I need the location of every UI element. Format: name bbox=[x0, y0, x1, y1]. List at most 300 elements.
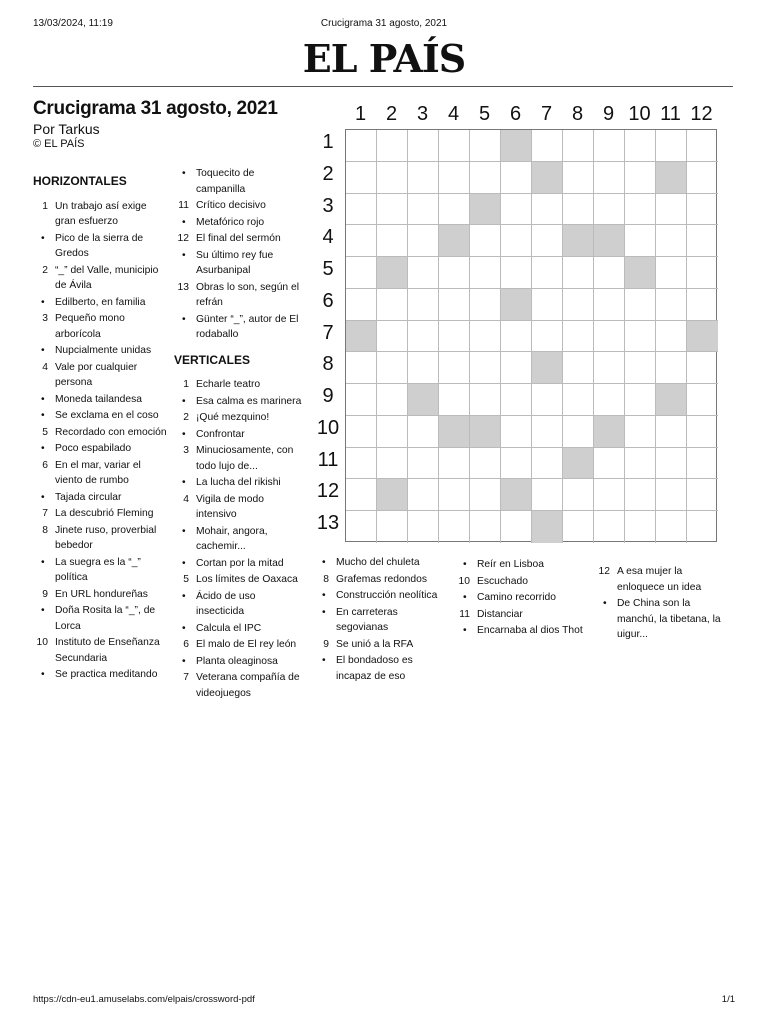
grid-row-label: 4 bbox=[322, 226, 334, 249]
grid-cell bbox=[408, 448, 439, 480]
grid-cell bbox=[656, 194, 687, 226]
clue-item bbox=[33, 199, 168, 230]
clue-number: 2 bbox=[42, 264, 48, 276]
grid-row-label: 6 bbox=[322, 289, 334, 312]
clue-text: Distanciar bbox=[477, 608, 523, 620]
clue-text: Calcula el IPC bbox=[196, 622, 262, 634]
grid-cell bbox=[532, 289, 563, 321]
clue-bullet: • bbox=[41, 605, 45, 616]
grid-cell bbox=[656, 448, 687, 480]
clue-item bbox=[33, 343, 168, 359]
puzzle-title: Crucigrama 31 agosto, 2021 bbox=[33, 98, 278, 119]
grid-row-label: 9 bbox=[322, 385, 334, 408]
clue-item bbox=[174, 427, 304, 443]
clue-item bbox=[33, 587, 168, 603]
grid-block-cell bbox=[532, 511, 563, 543]
grid-column-label: 4 bbox=[447, 103, 460, 125]
grid-cell bbox=[470, 162, 501, 194]
section-heading-horizontales: HORIZONTALES bbox=[33, 174, 127, 188]
clue-bullet: • bbox=[182, 622, 186, 634]
clue-item bbox=[174, 231, 304, 247]
grid-column-label: 5 bbox=[478, 103, 491, 125]
grid-cell bbox=[377, 321, 408, 353]
grid-cell bbox=[377, 130, 408, 162]
clue-number: 4 bbox=[183, 493, 189, 505]
grid-cell bbox=[594, 130, 625, 162]
clue-item bbox=[174, 556, 304, 572]
grid-block-cell bbox=[532, 162, 563, 194]
clue-item bbox=[33, 392, 168, 408]
grid-block-cell bbox=[594, 416, 625, 448]
grid-cell bbox=[470, 321, 501, 353]
grid-cell bbox=[346, 448, 377, 480]
clue-text: Vigila de modo intensivo bbox=[196, 493, 264, 520]
clue-item bbox=[174, 475, 304, 491]
grid-cell bbox=[625, 479, 656, 511]
grid-cell bbox=[687, 416, 718, 448]
grid-cell bbox=[687, 225, 718, 257]
grid-cell bbox=[408, 352, 439, 384]
grid-cell bbox=[470, 257, 501, 289]
grid-cell bbox=[377, 289, 408, 321]
clue-number: 10 bbox=[458, 575, 470, 587]
clue-item bbox=[314, 555, 449, 571]
clue-text: Camino recorrido bbox=[477, 592, 556, 603]
clue-item bbox=[455, 607, 585, 623]
clue-number: 1 bbox=[183, 379, 189, 390]
grid-cell bbox=[625, 384, 656, 416]
clue-bullet: • bbox=[41, 410, 45, 421]
clue-bullet: • bbox=[182, 590, 186, 602]
grid-cell bbox=[532, 130, 563, 162]
clue-text: Toquecito de campanilla bbox=[196, 168, 255, 195]
puzzle-copyright: © EL PAÍS bbox=[33, 138, 85, 150]
clue-item bbox=[314, 653, 449, 684]
clue-item bbox=[455, 557, 585, 573]
grid-cell bbox=[563, 130, 594, 162]
grid-cell bbox=[625, 162, 656, 194]
grid-cell bbox=[594, 162, 625, 194]
clue-item bbox=[174, 654, 304, 670]
grid-cell bbox=[563, 384, 594, 416]
grid-cell bbox=[408, 194, 439, 226]
grid-cell bbox=[408, 225, 439, 257]
clue-text: Crítico decisivo bbox=[196, 200, 266, 211]
clue-item bbox=[314, 605, 449, 636]
clue-item bbox=[174, 589, 304, 620]
grid-cell bbox=[377, 352, 408, 384]
clue-item bbox=[33, 490, 168, 506]
clue-text: Minuciosamente, con todo lujo de... bbox=[196, 445, 294, 472]
clue-bullet: • bbox=[182, 216, 186, 228]
grid-column-label: 10 bbox=[628, 103, 651, 125]
clue-bullet: • bbox=[41, 232, 45, 244]
grid-cell bbox=[656, 225, 687, 257]
clue-item bbox=[174, 621, 304, 637]
clue-text: Esa calma es marinera bbox=[196, 395, 302, 407]
grid-cell bbox=[656, 321, 687, 353]
grid-row-label: 1 bbox=[322, 131, 334, 153]
clue-text: En el mar, variar el viento de rumbo bbox=[55, 459, 141, 486]
clue-text: Mucho del chuleta bbox=[336, 557, 420, 568]
grid-cell bbox=[346, 194, 377, 226]
grid-cell bbox=[408, 511, 439, 543]
clue-bullet: • bbox=[322, 590, 326, 601]
clue-item bbox=[33, 231, 168, 262]
clue-item bbox=[174, 637, 304, 653]
grid-cell bbox=[687, 289, 718, 321]
clue-item bbox=[174, 248, 304, 279]
grid-cell bbox=[501, 225, 532, 257]
clue-item bbox=[33, 603, 168, 634]
grid-cell bbox=[625, 321, 656, 353]
clue-text: La descubrió Fleming bbox=[55, 508, 154, 519]
clue-number: 1 bbox=[42, 200, 48, 212]
clue-item bbox=[33, 458, 168, 489]
section-heading-verticales: VERTICALES bbox=[174, 352, 251, 367]
clue-number: 12 bbox=[598, 566, 610, 577]
grid-cell bbox=[625, 289, 656, 321]
grid-cell bbox=[532, 384, 563, 416]
clue-text: Se exclama en el coso bbox=[55, 410, 159, 421]
grid-cell bbox=[594, 289, 625, 321]
grid-cell bbox=[346, 352, 377, 384]
clue-item bbox=[174, 410, 304, 426]
clue-text: A esa mujer la enloquece un idea bbox=[617, 566, 702, 593]
grid-cell bbox=[532, 321, 563, 353]
crossword-grid bbox=[345, 129, 717, 542]
clue-item bbox=[33, 311, 168, 342]
grid-block-cell bbox=[625, 257, 656, 289]
grid-cell bbox=[656, 289, 687, 321]
grid-cell bbox=[501, 352, 532, 384]
clue-bullet: • bbox=[322, 557, 326, 568]
clue-item bbox=[174, 280, 304, 311]
clue-bullet: • bbox=[463, 559, 467, 570]
clue-bullet: • bbox=[182, 313, 186, 325]
grid-cell bbox=[594, 384, 625, 416]
grid-cell bbox=[470, 479, 501, 511]
clue-text: Un trabajo así exige gran esfuerzo bbox=[55, 200, 147, 227]
clue-text: El bondadoso es incapaz de eso bbox=[336, 655, 413, 682]
clue-item bbox=[174, 215, 304, 231]
grid-cell bbox=[377, 162, 408, 194]
grid-block-cell bbox=[563, 448, 594, 480]
grid-column-label: 7 bbox=[540, 103, 553, 125]
grid-cell bbox=[594, 352, 625, 384]
clue-bullet: • bbox=[182, 395, 186, 407]
grid-cell bbox=[439, 448, 470, 480]
grid-cell bbox=[439, 289, 470, 321]
grid-row-label: 8 bbox=[322, 353, 334, 376]
clue-column bbox=[174, 166, 304, 702]
clue-text: Moneda tailandesa bbox=[55, 393, 143, 405]
clue-text: Reír en Lisboa bbox=[477, 559, 544, 570]
clue-text: En carreteras segovianas bbox=[336, 606, 398, 633]
clue-item bbox=[174, 670, 304, 701]
clue-number: 8 bbox=[323, 573, 329, 585]
grid-cell bbox=[408, 257, 439, 289]
clue-text: En URL hondureñas bbox=[55, 588, 148, 600]
grid-block-cell bbox=[594, 225, 625, 257]
grid-cell bbox=[346, 162, 377, 194]
clue-number: 7 bbox=[183, 672, 189, 683]
clue-text: Su último rey fue Asurbanipal bbox=[196, 249, 274, 276]
grid-cell bbox=[656, 511, 687, 543]
grid-cell bbox=[377, 511, 408, 543]
clue-text: Metafórico rojo bbox=[196, 216, 265, 228]
grid-block-cell bbox=[656, 162, 687, 194]
clue-bullet: • bbox=[463, 592, 467, 603]
clue-number: 4 bbox=[42, 361, 48, 373]
grid-block-cell bbox=[687, 321, 718, 353]
grid-cell bbox=[687, 511, 718, 543]
grid-block-cell bbox=[656, 384, 687, 416]
clue-column bbox=[33, 174, 168, 684]
clue-item bbox=[33, 441, 168, 457]
clue-item bbox=[455, 623, 585, 639]
clue-item bbox=[33, 408, 168, 424]
grid-cell bbox=[656, 257, 687, 289]
grid-cell bbox=[501, 384, 532, 416]
clue-text: Jinete ruso, proverbial bebedor bbox=[55, 524, 157, 551]
grid-cell bbox=[501, 257, 532, 289]
clue-text: Günter “_”, autor de El rodaballo bbox=[196, 313, 299, 340]
grid-block-cell bbox=[501, 479, 532, 511]
grid-cell bbox=[532, 416, 563, 448]
clue-bullet: • bbox=[41, 443, 45, 454]
grid-cell bbox=[625, 352, 656, 384]
grid-cell bbox=[594, 479, 625, 511]
grid-row-label: 12 bbox=[316, 480, 340, 503]
el-pais-logo: EL PAÍS bbox=[302, 36, 466, 81]
grid-cell bbox=[408, 162, 439, 194]
grid-column-label: 3 bbox=[416, 103, 429, 125]
grid-cell bbox=[687, 257, 718, 289]
grid-cell bbox=[563, 511, 594, 543]
grid-cell bbox=[532, 225, 563, 257]
clue-text: “_” del Valle, municipio de Ávila bbox=[55, 264, 159, 291]
grid-cell bbox=[377, 225, 408, 257]
grid-cell bbox=[408, 416, 439, 448]
grid-cell bbox=[408, 289, 439, 321]
grid-row-label: 13 bbox=[316, 512, 340, 535]
clue-column bbox=[314, 555, 449, 685]
clue-item bbox=[595, 564, 730, 595]
clue-bullet: • bbox=[182, 557, 186, 569]
grid-cell bbox=[470, 289, 501, 321]
grid-cell bbox=[532, 257, 563, 289]
clue-item bbox=[174, 312, 304, 343]
clue-text: Edilberto, en familia bbox=[55, 296, 146, 308]
grid-cell bbox=[625, 194, 656, 226]
clue-number: 5 bbox=[42, 426, 48, 438]
clue-column bbox=[595, 564, 730, 644]
grid-cell bbox=[408, 130, 439, 162]
clue-text: Recordado con emoción bbox=[55, 426, 167, 438]
clue-number: 11 bbox=[459, 608, 470, 620]
grid-cell bbox=[470, 225, 501, 257]
clue-number: 9 bbox=[42, 588, 48, 600]
clue-number: 2 bbox=[183, 412, 189, 423]
grid-cell bbox=[470, 511, 501, 543]
clue-text: Poco espabilado bbox=[55, 443, 132, 454]
footer-url: https://cdn-eu1.amuselabs.com/elpais/crossword-pdf bbox=[33, 994, 255, 1005]
grid-block-cell bbox=[501, 130, 532, 162]
grid-cell bbox=[687, 384, 718, 416]
grid-cell bbox=[532, 448, 563, 480]
grid-cell bbox=[563, 257, 594, 289]
clue-text: Doña Rosita la “_”, de Lorca bbox=[55, 605, 156, 632]
clue-bullet: • bbox=[182, 655, 186, 667]
grid-row-label: 5 bbox=[322, 258, 334, 281]
grid-cell bbox=[563, 479, 594, 511]
grid-cell bbox=[625, 130, 656, 162]
grid-column-label: 12 bbox=[690, 103, 713, 125]
clue-bullet: • bbox=[41, 491, 45, 503]
grid-cell bbox=[687, 352, 718, 384]
grid-cell bbox=[439, 352, 470, 384]
grid-block-cell bbox=[408, 384, 439, 416]
grid-cell bbox=[439, 384, 470, 416]
grid-block-cell bbox=[470, 194, 501, 226]
grid-column-label: 9 bbox=[602, 103, 615, 125]
grid-cell bbox=[346, 225, 377, 257]
clue-number: 6 bbox=[42, 459, 48, 471]
grid-cell bbox=[501, 194, 532, 226]
clue-item bbox=[595, 596, 730, 643]
clue-text: Confrontar bbox=[196, 428, 245, 440]
grid-cell bbox=[563, 321, 594, 353]
grid-cell bbox=[346, 289, 377, 321]
grid-column-label: 1 bbox=[354, 103, 367, 125]
clue-column bbox=[455, 557, 585, 640]
clue-number: 8 bbox=[42, 524, 48, 536]
clue-text: La suegra es la “_” política bbox=[55, 556, 141, 583]
clue-bullet: • bbox=[41, 669, 45, 680]
clue-item bbox=[455, 590, 585, 606]
grid-cell bbox=[408, 479, 439, 511]
clue-item bbox=[174, 198, 304, 214]
clue-text: Cortan por la mitad bbox=[196, 557, 284, 569]
clue-number: 3 bbox=[183, 445, 189, 456]
clue-number: 11 bbox=[178, 200, 189, 211]
clue-text: Planta oleaginosa bbox=[196, 655, 278, 667]
grid-row-label: 3 bbox=[322, 194, 334, 217]
grid-cell bbox=[687, 162, 718, 194]
grid-block-cell bbox=[563, 225, 594, 257]
grid-cell bbox=[439, 130, 470, 162]
grid-row-label: 7 bbox=[322, 321, 334, 344]
clue-text: Obras lo son, según el refrán bbox=[196, 281, 300, 308]
grid-block-cell bbox=[532, 352, 563, 384]
grid-block-cell bbox=[439, 416, 470, 448]
grid-cell bbox=[625, 225, 656, 257]
clue-bullet: • bbox=[41, 393, 45, 405]
grid-cell bbox=[377, 448, 408, 480]
clue-text: La lucha del rikishi bbox=[196, 477, 281, 488]
grid-block-cell bbox=[377, 479, 408, 511]
clue-item bbox=[455, 574, 585, 590]
grid-cell bbox=[563, 289, 594, 321]
grid-row-label: 2 bbox=[322, 162, 334, 185]
clue-bullet: • bbox=[182, 525, 186, 537]
clue-number: 7 bbox=[42, 508, 48, 519]
clue-item bbox=[314, 637, 449, 653]
clue-item bbox=[33, 667, 168, 683]
grid-column-label: 2 bbox=[385, 103, 398, 125]
clue-item bbox=[174, 166, 304, 197]
grid-cell bbox=[501, 416, 532, 448]
clue-text: Encarnaba al dios Thot bbox=[477, 625, 583, 636]
grid-cell bbox=[377, 416, 408, 448]
grid-cell bbox=[687, 194, 718, 226]
clue-text: Nupcialmente unidas bbox=[55, 345, 152, 356]
clue-bullet: • bbox=[182, 428, 186, 440]
clue-item bbox=[174, 524, 304, 555]
clue-item bbox=[174, 572, 304, 588]
clue-number: 9 bbox=[323, 638, 329, 650]
clue-text: Los límites de Oaxaca bbox=[196, 574, 298, 585]
clue-item bbox=[33, 635, 168, 666]
clue-number: 13 bbox=[177, 281, 189, 293]
grid-row-label: 10 bbox=[316, 416, 340, 439]
clue-item bbox=[174, 492, 304, 523]
grid-cell bbox=[687, 130, 718, 162]
clue-text: Veterana compañía de videojuegos bbox=[196, 672, 300, 699]
grid-cell bbox=[656, 479, 687, 511]
clue-text: El malo de El rey león bbox=[196, 639, 297, 650]
grid-cell bbox=[470, 130, 501, 162]
grid-cell bbox=[656, 130, 687, 162]
clue-item bbox=[33, 523, 168, 554]
clue-bullet: • bbox=[603, 598, 607, 609]
clue-bullet: • bbox=[182, 168, 186, 179]
grid-block-cell bbox=[470, 416, 501, 448]
clue-text: Pico de la sierra de Gredos bbox=[55, 232, 144, 259]
grid-cell bbox=[501, 511, 532, 543]
clue-text: Tajada circular bbox=[55, 491, 122, 503]
print-page-title: Crucigrama 31 agosto, 2021 bbox=[320, 18, 448, 29]
grid-column-label: 6 bbox=[509, 103, 522, 125]
grid-cell bbox=[377, 194, 408, 226]
grid-cell bbox=[408, 321, 439, 353]
clue-bullet: • bbox=[41, 556, 45, 568]
grid-column-label: 8 bbox=[571, 103, 584, 125]
clue-number: 10 bbox=[36, 637, 48, 648]
header-divider bbox=[33, 86, 733, 87]
clue-text: ¡Qué mezquino! bbox=[196, 412, 270, 423]
clue-text: De China son la manchú, la tibetana, la uigur... bbox=[617, 598, 721, 640]
grid-block-cell bbox=[377, 257, 408, 289]
grid-cell bbox=[439, 257, 470, 289]
grid-cell bbox=[346, 384, 377, 416]
grid-cell bbox=[470, 352, 501, 384]
grid-cell bbox=[594, 321, 625, 353]
grid-cell bbox=[625, 448, 656, 480]
grid-cell bbox=[594, 194, 625, 226]
clue-bullet: • bbox=[463, 625, 467, 636]
clue-item bbox=[174, 394, 304, 410]
clue-item bbox=[174, 443, 304, 474]
clue-text: Mohair, angora, cachemir... bbox=[196, 525, 268, 552]
grid-cell bbox=[594, 257, 625, 289]
clue-text: Escuchado bbox=[477, 575, 528, 587]
footer-page-number: 1/1 bbox=[721, 994, 735, 1005]
grid-cell bbox=[532, 194, 563, 226]
print-datetime: 13/03/2024, 11:19 bbox=[33, 18, 113, 29]
grid-cell bbox=[439, 479, 470, 511]
